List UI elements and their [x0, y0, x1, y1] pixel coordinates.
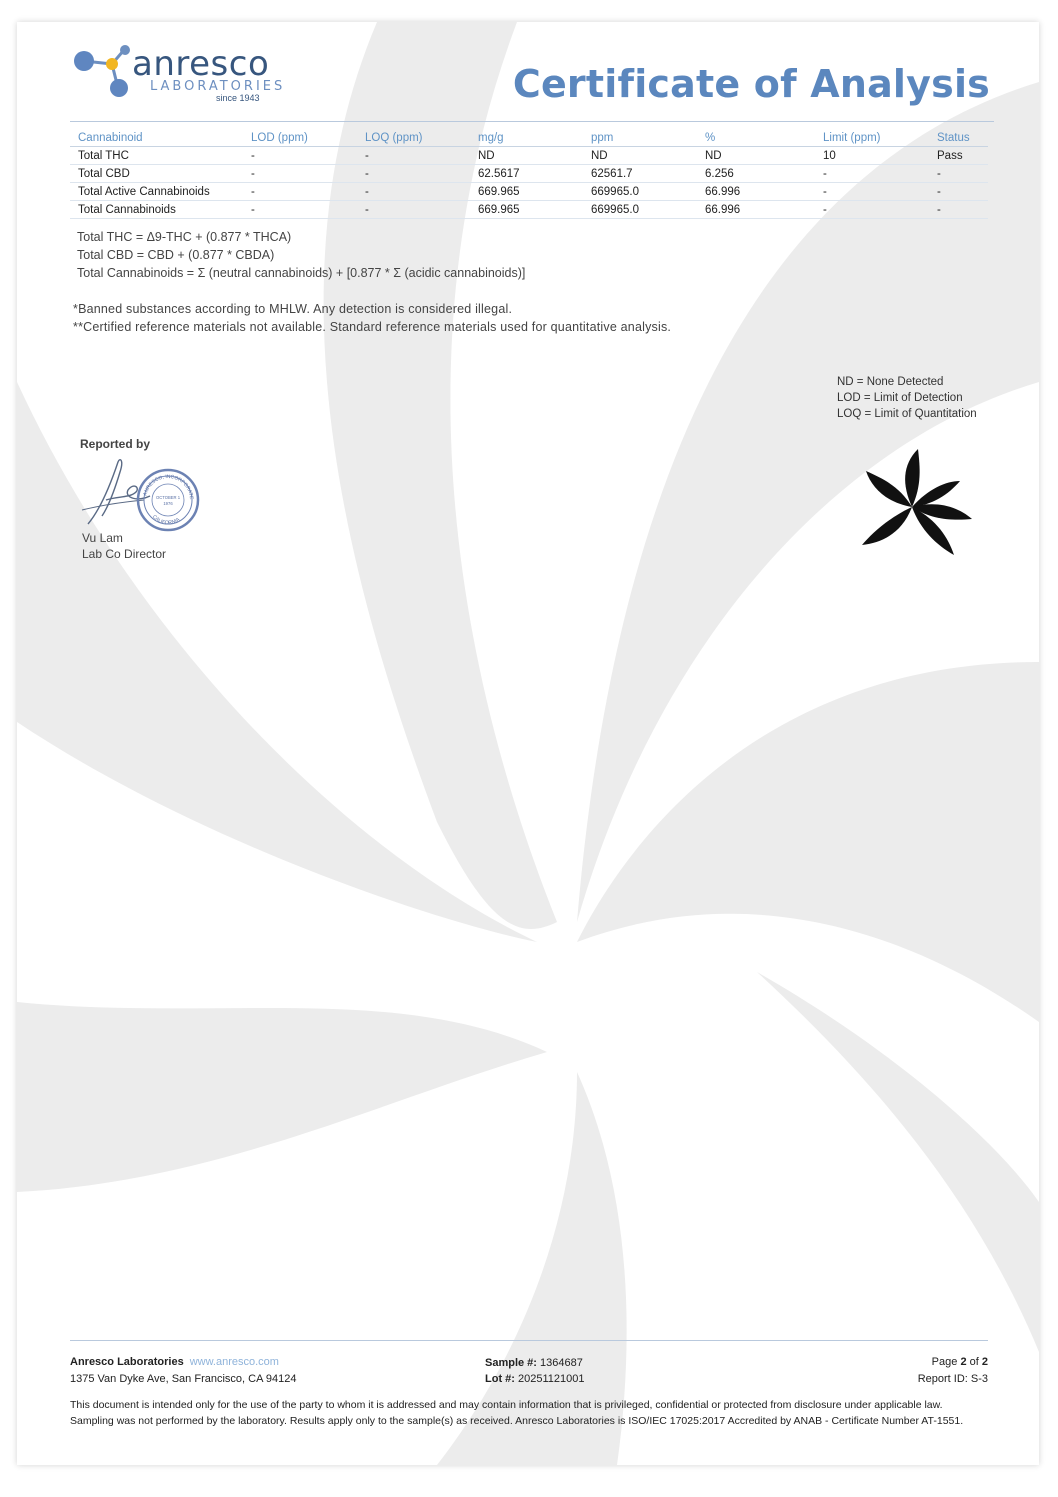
- leaf-emblem-icon: [850, 445, 975, 565]
- footer-address: 1375 Van Dyke Ave, San Francisco, CA 94124: [70, 1373, 297, 1385]
- svg-text:CALIFORNIA: CALIFORNIA: [151, 513, 181, 527]
- page-current: 2: [960, 1356, 967, 1368]
- footer-sample-info: [485, 1355, 585, 1387]
- page-title: Certificate of Analysis: [512, 62, 990, 106]
- table-cell: Total Cannabinoids: [70, 201, 243, 219]
- report-id: Report ID: S-3: [917, 1373, 988, 1385]
- table-row: [70, 147, 988, 165]
- table-row: [70, 183, 988, 201]
- table-cell: Total Active Cannabinoids: [70, 183, 243, 201]
- anresco-logo: [72, 44, 292, 106]
- formula-total-cannabinoids: Total Cannabinoids = Σ (neutral cannabinoids) + [0.877 * Σ (acidic cannabinoids)]: [77, 266, 526, 280]
- table-cell: 6.256: [697, 165, 815, 183]
- table-row: [70, 201, 988, 219]
- reported-by-label: Reported by: [80, 437, 151, 451]
- table-cell: -: [815, 201, 929, 219]
- svg-text:OCTOBER 1: OCTOBER 1: [155, 495, 181, 500]
- sample-label: Sample #:: [485, 1357, 537, 1369]
- svg-text:ANRESCO, INCORPORATED: ANRESCO, INCORPORATE: [142, 473, 195, 500]
- legend-nd: ND = None Detected: [837, 376, 944, 388]
- sample-number: 1364687: [540, 1357, 583, 1369]
- table-cell: ND: [583, 147, 697, 165]
- lot-label: Lot #:: [485, 1373, 515, 1385]
- formula-block: [77, 228, 525, 282]
- footer-page-info: [918, 1354, 988, 1388]
- page-prefix: Page: [931, 1356, 958, 1368]
- corporate-seal-icon: [78, 452, 198, 530]
- table-cell: 10: [815, 147, 929, 165]
- logo-since: since 1943: [216, 93, 260, 103]
- lot-number: 20251121001: [518, 1373, 585, 1385]
- footnote-reference: **Certified reference materials not available. Standard reference materials used for quantitative analysis.: [73, 320, 672, 334]
- signature-and-seal: [78, 452, 208, 532]
- logo-subtitle: LABORATORIES: [150, 79, 286, 94]
- col-header-mg-g: mg/g: [470, 131, 583, 147]
- table-cell: -: [243, 165, 357, 183]
- footnote-banned: *Banned substances according to MHLW. Any detection is considered illegal.: [73, 302, 513, 316]
- col-header-cannabinoid: Cannabinoid: [70, 131, 243, 147]
- table-cell: -: [243, 183, 357, 201]
- col-header-lod: LOD (ppm): [243, 131, 357, 147]
- page-of: of: [969, 1356, 979, 1368]
- table-cell: 66.996: [697, 201, 815, 219]
- footer-website-link[interactable]: www.anresco.com: [189, 1356, 279, 1368]
- table-cell: -: [815, 183, 929, 201]
- footnotes: [73, 300, 671, 336]
- col-header-loq: LOQ (ppm): [357, 131, 470, 147]
- legend-lod: LOD = Limit of Detection: [837, 392, 963, 404]
- table-cell: -: [929, 183, 988, 201]
- table-row: [70, 165, 988, 183]
- table-cell: Total CBD: [70, 165, 243, 183]
- page-total: 2: [981, 1356, 988, 1368]
- abbreviation-legend: [837, 374, 977, 422]
- signer-name: Vu Lam: [82, 531, 123, 545]
- col-header-status: Status: [929, 131, 988, 147]
- cannabinoid-table: [70, 131, 988, 219]
- table-cell: 62.5617: [470, 165, 583, 183]
- table-cell: Total THC: [70, 147, 243, 165]
- table-header-row: [70, 131, 988, 147]
- table-cell: -: [815, 165, 929, 183]
- table-cell: 669.965: [470, 183, 583, 201]
- table-cell: -: [357, 183, 470, 201]
- table-cell: ND: [697, 147, 815, 165]
- table-cell: ND: [470, 147, 583, 165]
- table-cell: -: [929, 165, 988, 183]
- footer-divider: [70, 1340, 988, 1341]
- table-cell: -: [357, 165, 470, 183]
- formula-total-cbd: Total CBD = CBD + (0.877 * CBDA): [77, 248, 275, 262]
- logo-wordmark: anresco: [132, 44, 270, 84]
- signer-role: Lab Co Director: [82, 547, 167, 561]
- header-divider: [70, 121, 994, 122]
- table-cell: 669.965: [470, 201, 583, 219]
- footer-lab-name: Anresco Laboratories: [70, 1356, 184, 1368]
- table-cell: -: [357, 201, 470, 219]
- table-cell: 669965.0: [583, 183, 697, 201]
- svg-text:1976: 1976: [163, 501, 173, 506]
- legal-disclaimer: This document is intended only for the use of the party to whom it is addressed and may contain information that is privileged, confidential or protected from disclosure under applicable law. Sampling was not performed by the laboratory. Results apply only to the sample(s) as received. Anresco Laboratories is ISO/IEC 17025:2017 Accredited by ANAB - Certificate Number AT-1551.: [70, 1399, 964, 1427]
- table-cell: 62561.7: [583, 165, 697, 183]
- col-header-limit: Limit (ppm): [815, 131, 929, 147]
- formula-total-thc: Total THC = Δ9-THC + (0.877 * THCA): [77, 230, 292, 244]
- molecule-icon: [72, 44, 134, 100]
- legend-loq: LOQ = Limit of Quantitation: [837, 408, 977, 420]
- status-pass: Pass: [929, 147, 988, 165]
- table-cell: -: [929, 201, 988, 219]
- table-cell: 669965.0: [583, 201, 697, 219]
- table-cell: -: [357, 147, 470, 165]
- col-header-ppm: ppm: [583, 131, 697, 147]
- table-cell: -: [243, 147, 357, 165]
- col-header-percent: %: [697, 131, 815, 147]
- table-cell: -: [243, 201, 357, 219]
- footer-lab-info: [70, 1354, 296, 1388]
- table-cell: 66.996: [697, 183, 815, 201]
- signer-block: [82, 530, 166, 562]
